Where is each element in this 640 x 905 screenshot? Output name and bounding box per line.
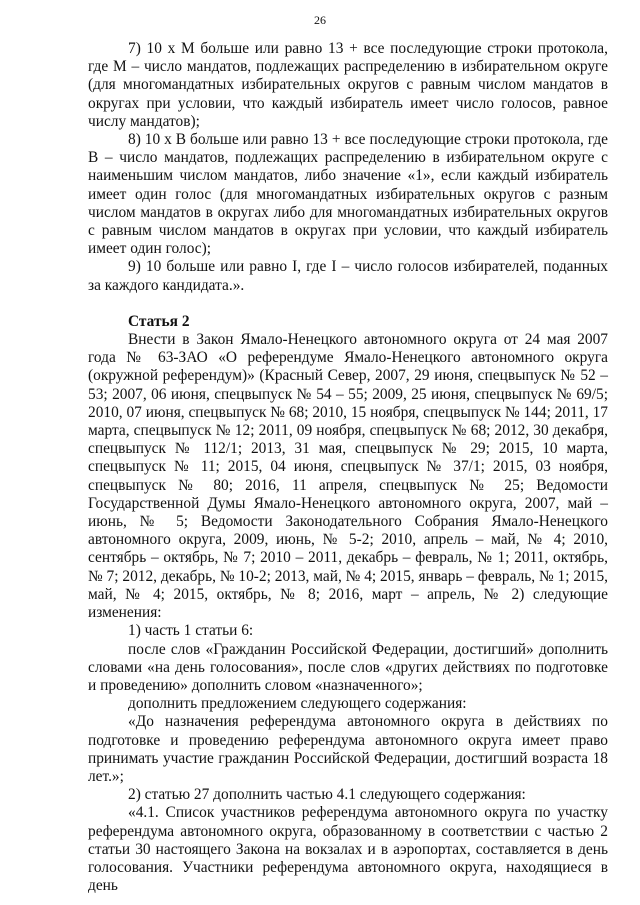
- page-number: 26: [314, 13, 326, 27]
- paragraph-item-8: 8) 10 х В больше или равно 13 + все последующие строки протокола, где В – число мандатов, подлежащих распределению в избирательном округе с наименьшим числом мандатов, либо значение «1», если каждый избиратель имеет один голос (для многомандатных избирательных округов с разным числом мандатов в округах либо для многомандатных избирательных округов с равным числом мандатов в округах при условии, что каждый избиратель имеет один голос);: [88, 131, 608, 258]
- amendment-item-1: 1) часть 1 статьи 6:: [128, 622, 254, 640]
- quoted-text: «4.1. Список участников референдума автономного округа по участку референдума автономного округа, образованному в соответствии с частью 2 статьи 30 настоящего Закона на вокзалах и в аэропортах, составляется в день голосования. Участники референдума автономного округа, находящиеся в день: [88, 804, 608, 895]
- document-body: [88, 40, 608, 895]
- paragraph-item-7: 7) 10 х М больше или равно 13 + все последующие строки протокола, где М – число мандатов, подлежащих распределению в избирательном округе (для многомандатных избирательных округов с равным числом мандатов в округах при условии, что каждый избиратель имеет число голосов, равное числу мандатов);: [88, 40, 608, 130]
- amendment-intro: Внести в Закон Ямало-Ненецкого автономного округа от 24 мая 2007 года № 63-ЗАО «О референдуме Ямало-Ненецкого автономного округа (окружной референдум)» (Красный Север, 2007, 29 июня, спецвыпуск № 52 – 53; 2007, 06 июня, спецвыпуск № 54 – 55; 2009, 25 июня, спецвыпуск № 69/5; 2010, 07 июня, спецвыпуск № 68; 2010, 15 ноября, спецвыпуск № 144; 2011, 17 марта, спецвыпуск № 12; 2011, 09 ноября, спецвыпуск № 68; 2012, 30 декабря, спецвыпуск № 112/1; 2013, 31 мая, спецвыпуск № 29; 2015, 10 марта, спецвыпуск № 11; 2015, 04 июня, спецвыпуск № 37/1; 2015, 03 ноября, спецвыпуск № 80; 2016, 11 апреля, спецвыпуск № 25; Ведомости Государственной Думы Ямало-Ненецкого автономного округа, 2007, май – июнь, № 5; Ведомости Законодательного Собрания Ямало-Ненецкого автономного округа, 2009, июнь, № 5-2; 2010, апрель – май, № 4; 2010, сентябрь – октябрь, № 7; 2010 – 2011, декабрь – февраль, № 1; 2011, октябрь, № 7; 2012, декабрь, № 10-2; 2013, май, № 4; 2015, январь – февраль, № 1; 2015, май, № 4; 2015, октябрь, № 8; 2016, март – апрель, № 2) следующие изменения:: [88, 331, 608, 622]
- amendment-text: дополнить предложением следующего содержания:: [128, 695, 467, 713]
- section-spacer: [88, 295, 608, 313]
- amendment-text: после слов «Гражданин Российской Федерации, достигший» дополнить словами «на день голосования», после слов «других действиях по подготовке и проведению» дополнить словом «назначенного»;: [88, 640, 608, 694]
- paragraph-item-9: 9) 10 больше или равно I, где I – число голосов избирателей, поданных за каждого кандидата.».: [88, 258, 608, 294]
- quoted-text: «До назначения референдума автономного округа в действиях по подготовке и проведению референдума автономного округа имеет право принимать участие гражданин Российской Федерации, достигший возраста 18 лет.»;: [88, 713, 608, 785]
- amendment-item-2: 2) статью 27 дополнить частью 4.1 следующего содержания:: [128, 786, 526, 804]
- article-heading: Статья 2: [128, 312, 190, 330]
